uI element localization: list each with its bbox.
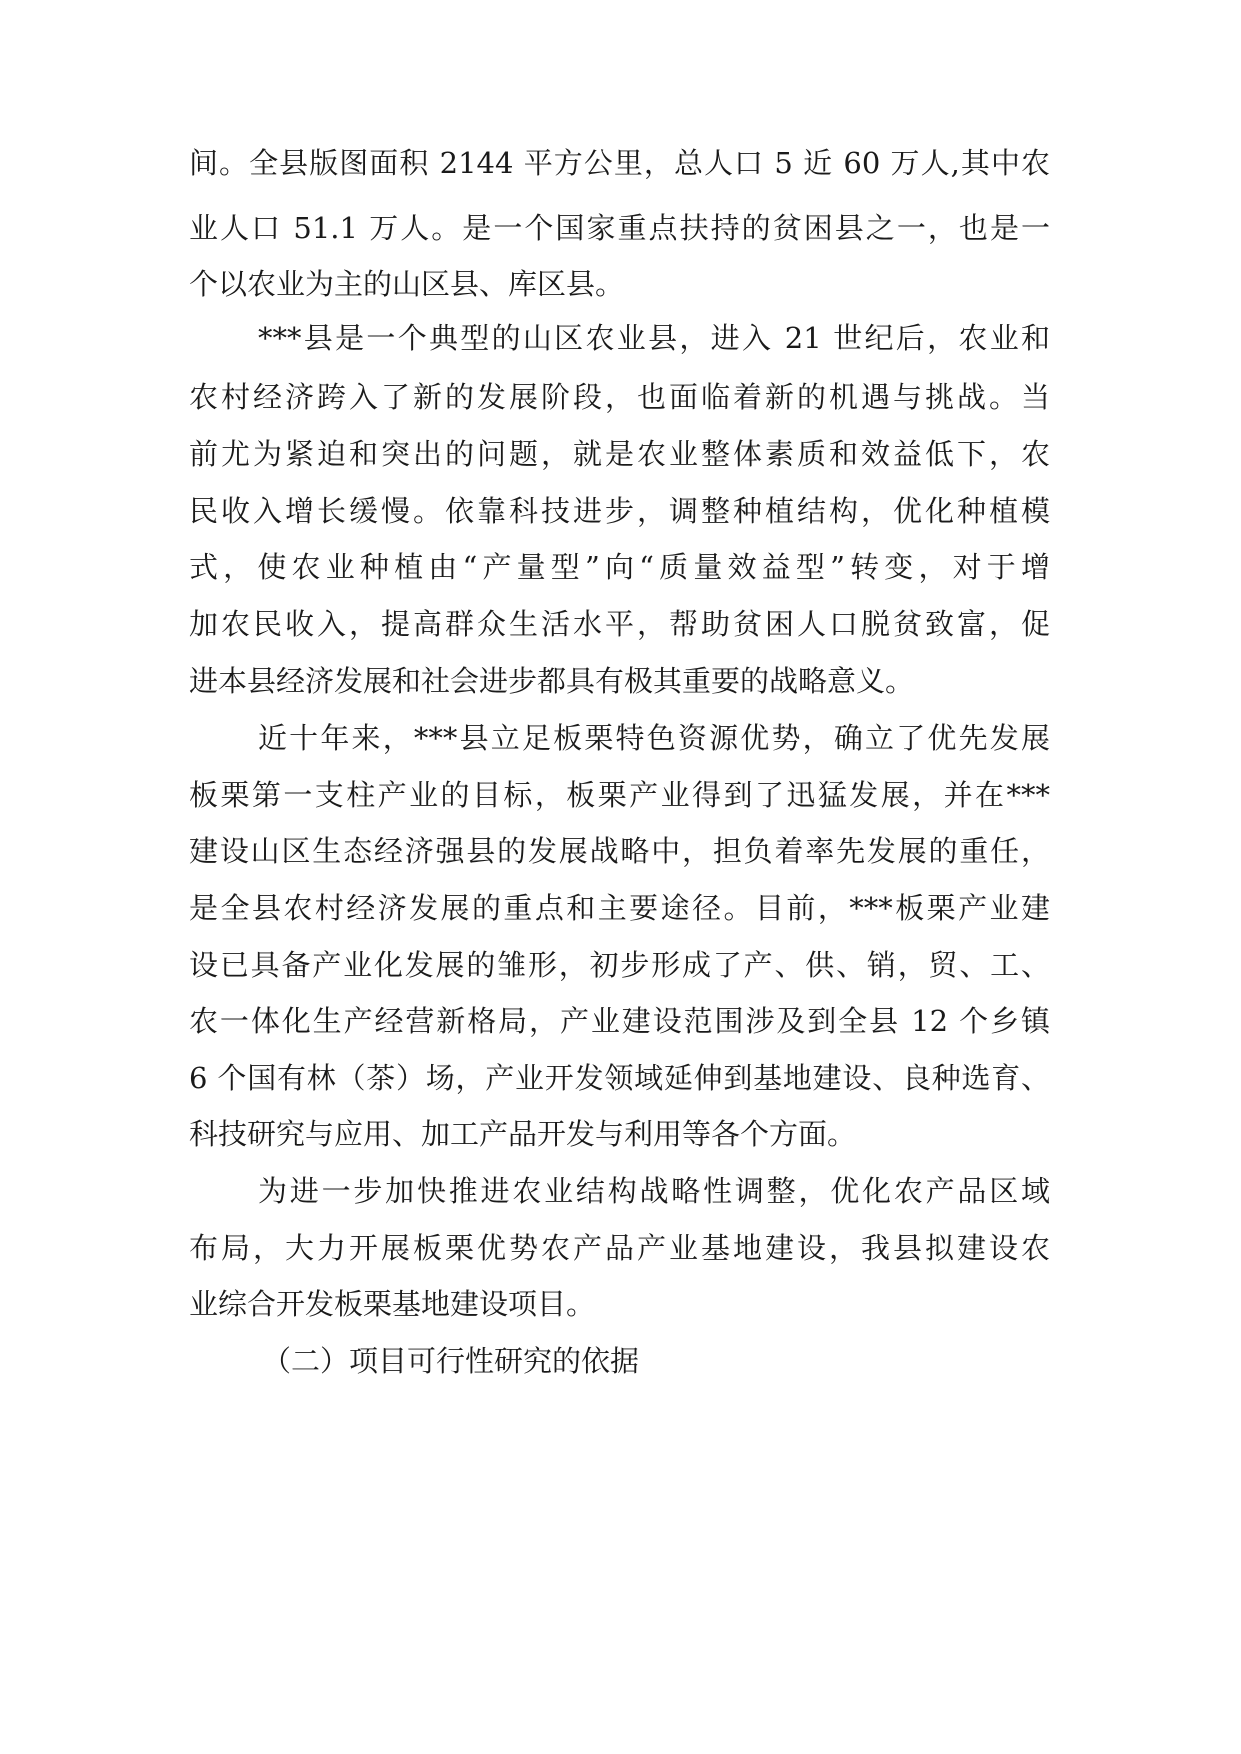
- paragraph-2-line-3: 前尤为紧迫和突出的问题，就是农业整体素质和效益低下，农: [189, 437, 1050, 471]
- paragraph-3-line-3: 建设山区生态经济强县的发展战略中，担负着率先发展的重任，: [189, 834, 1050, 868]
- paragraph-2-line-5: 式，使农业种植由“产量型”向“质量效益型”转变，对于增: [189, 550, 1050, 584]
- paragraph-2-line-7: 进本县经济发展和社会进步都具有极其重要的战略意义。: [189, 664, 915, 698]
- paragraph-3-line-8: 科技研究与应用、加工产品开发与利用等各个方面。: [189, 1117, 857, 1151]
- paragraph-2-line-2: 农村经济跨入了新的发展阶段，也面临着新的机遇与挑战。当: [189, 380, 1050, 414]
- paragraph-1-line-2: 业人口 51.1 万人。是一个国家重点扶持的贫困县之一，也是一: [189, 211, 1050, 245]
- paragraph-3-line-6: 农一体化生产经营新格局，产业建设范围涉及到全县 12 个乡镇: [189, 1004, 1050, 1038]
- paragraph-2-line-1: ***县是一个典型的山区农业县，进入 21 世纪后，农业和: [258, 321, 1050, 355]
- paragraph-3-line-5: 设已具备产业化发展的雏形，初步形成了产、供、销，贸、工、: [189, 948, 1050, 982]
- paragraph-1-line-3: 个以农业为主的山区县、库区县。: [189, 267, 625, 301]
- paragraph-4-line-3: 业综合开发板栗基地建设项目。: [189, 1287, 596, 1321]
- paragraph-2-line-6: 加农民收入，提高群众生活水平，帮助贫困人口脱贫致富，促: [189, 607, 1050, 641]
- paragraph-4-line-2: 布局，大力开展板栗优势农产品产业基地建设，我县拟建设农: [189, 1231, 1050, 1265]
- paragraph-3-line-4: 是全县农村经济发展的重点和主要途径。目前，***板栗产业建: [189, 891, 1050, 925]
- paragraph-4-line-1: 为进一步加快推进农业结构战略性调整，优化农产品区域: [258, 1174, 1050, 1208]
- paragraph-3-line-2: 板栗第一支柱产业的目标，板栗产业得到了迅猛发展，并在***: [189, 778, 1050, 812]
- paragraph-3-line-1: 近十年来，***县立足板栗特色资源优势，确立了优先发展: [258, 721, 1050, 755]
- paragraph-3-line-7: 6 个国有林（茶）场，产业开发领域延伸到基地建设、良种选育、: [189, 1061, 1050, 1095]
- paragraph-1-line-1: 间。全县版图面积 2144 平方公里，总人口 5 近 60 万人,其中农: [189, 146, 1050, 180]
- paragraph-2-line-4: 民收入增长缓慢。依靠科技进步，调整种植结构，优化种植模: [189, 494, 1050, 528]
- section-heading: （二）项目可行性研究的依据: [262, 1344, 640, 1378]
